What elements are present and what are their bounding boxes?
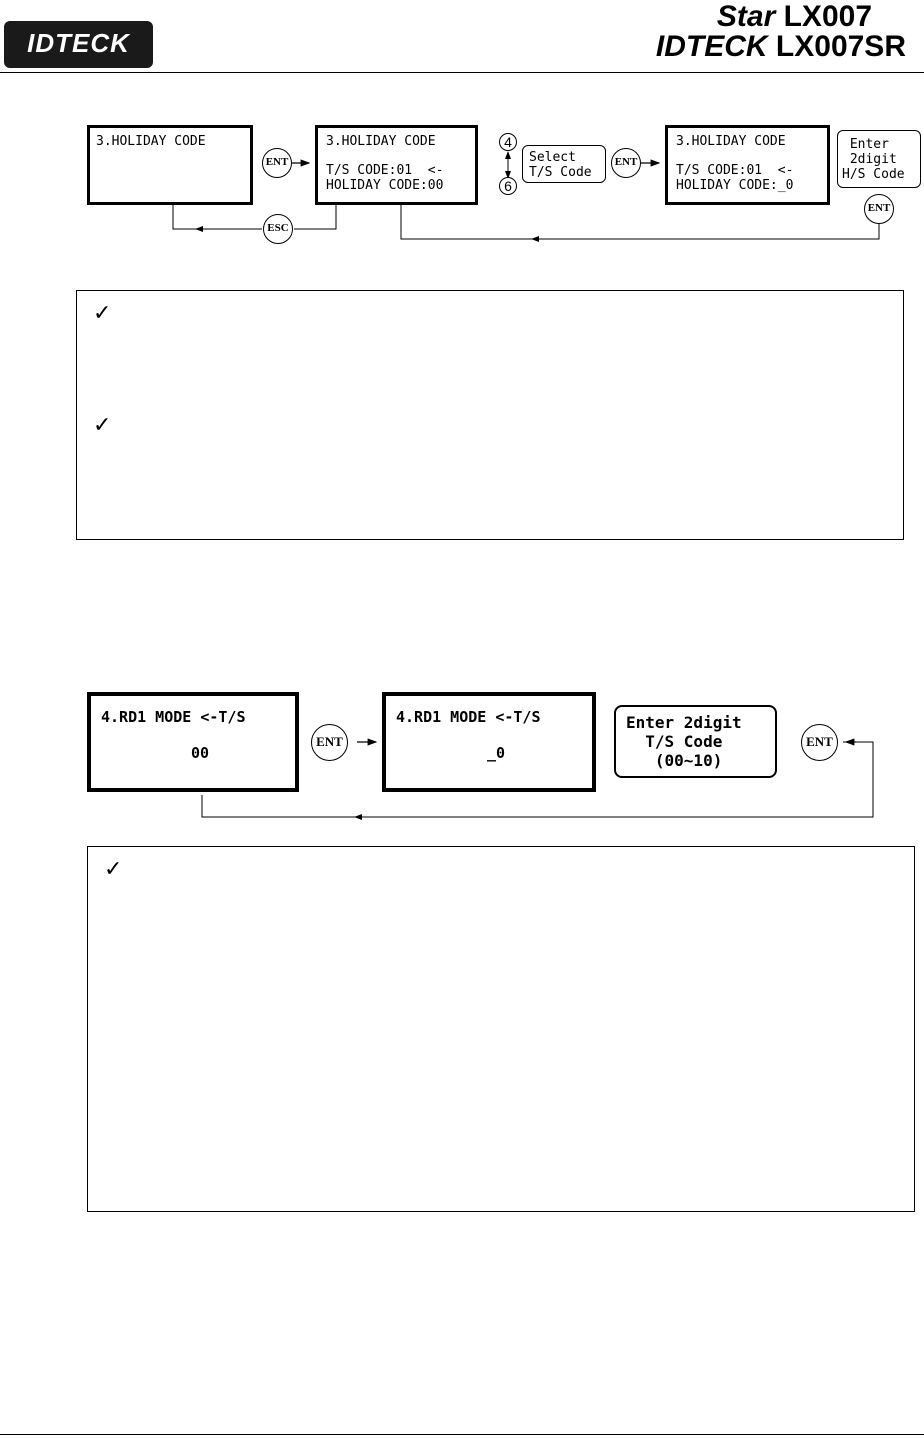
enter-ts-code-box: Enter 2digit T/S Code (00~10) <box>614 705 777 778</box>
key-6-icon: 6 <box>499 177 517 195</box>
idteck-logo: IDTECK <box>4 21 153 68</box>
lcd-rd1-mode-entry: 4.RD1 MODE <-T/S _0 <box>382 692 596 792</box>
ent-key-icon: ENT <box>801 724 838 761</box>
footer-divider <box>0 1434 924 1435</box>
product-title-line2: IDTECK LX007SR <box>655 30 906 63</box>
lcd-rd1-mode: 4.RD1 MODE <-T/S 00 <box>87 692 299 792</box>
ent-key-icon: ENT <box>311 724 348 761</box>
esc-key-icon: ESC <box>263 214 293 244</box>
key-4-icon: 4 <box>499 133 517 151</box>
note-box-2 <box>87 846 915 1212</box>
checkmark-icon: ✓ <box>104 857 123 882</box>
checkmark-icon: ✓ <box>93 301 112 326</box>
ent-key-icon: ENT <box>262 148 292 178</box>
ent-key-icon: ENT <box>611 148 641 178</box>
lcd-holiday-code-menu: 3.HOLIDAY CODE <box>87 125 253 205</box>
ent-key-icon: ENT <box>864 194 894 224</box>
lcd-holiday-code-select: 3.HOLIDAY CODE T/S CODE:01 <- HOLIDAY CODE:00 <box>315 125 478 205</box>
enter-hs-code-box: Enter 2digit H/S Code <box>837 130 921 188</box>
product-title-line1: Star LX007 <box>716 0 872 33</box>
note-box-1 <box>76 290 904 540</box>
checkmark-icon: ✓ <box>93 413 112 438</box>
select-ts-code-box: Select T/S Code <box>522 145 606 183</box>
lcd-holiday-code-entry: 3.HOLIDAY CODE T/S CODE:01 <- HOLIDAY CODE:_0 <box>665 125 830 205</box>
